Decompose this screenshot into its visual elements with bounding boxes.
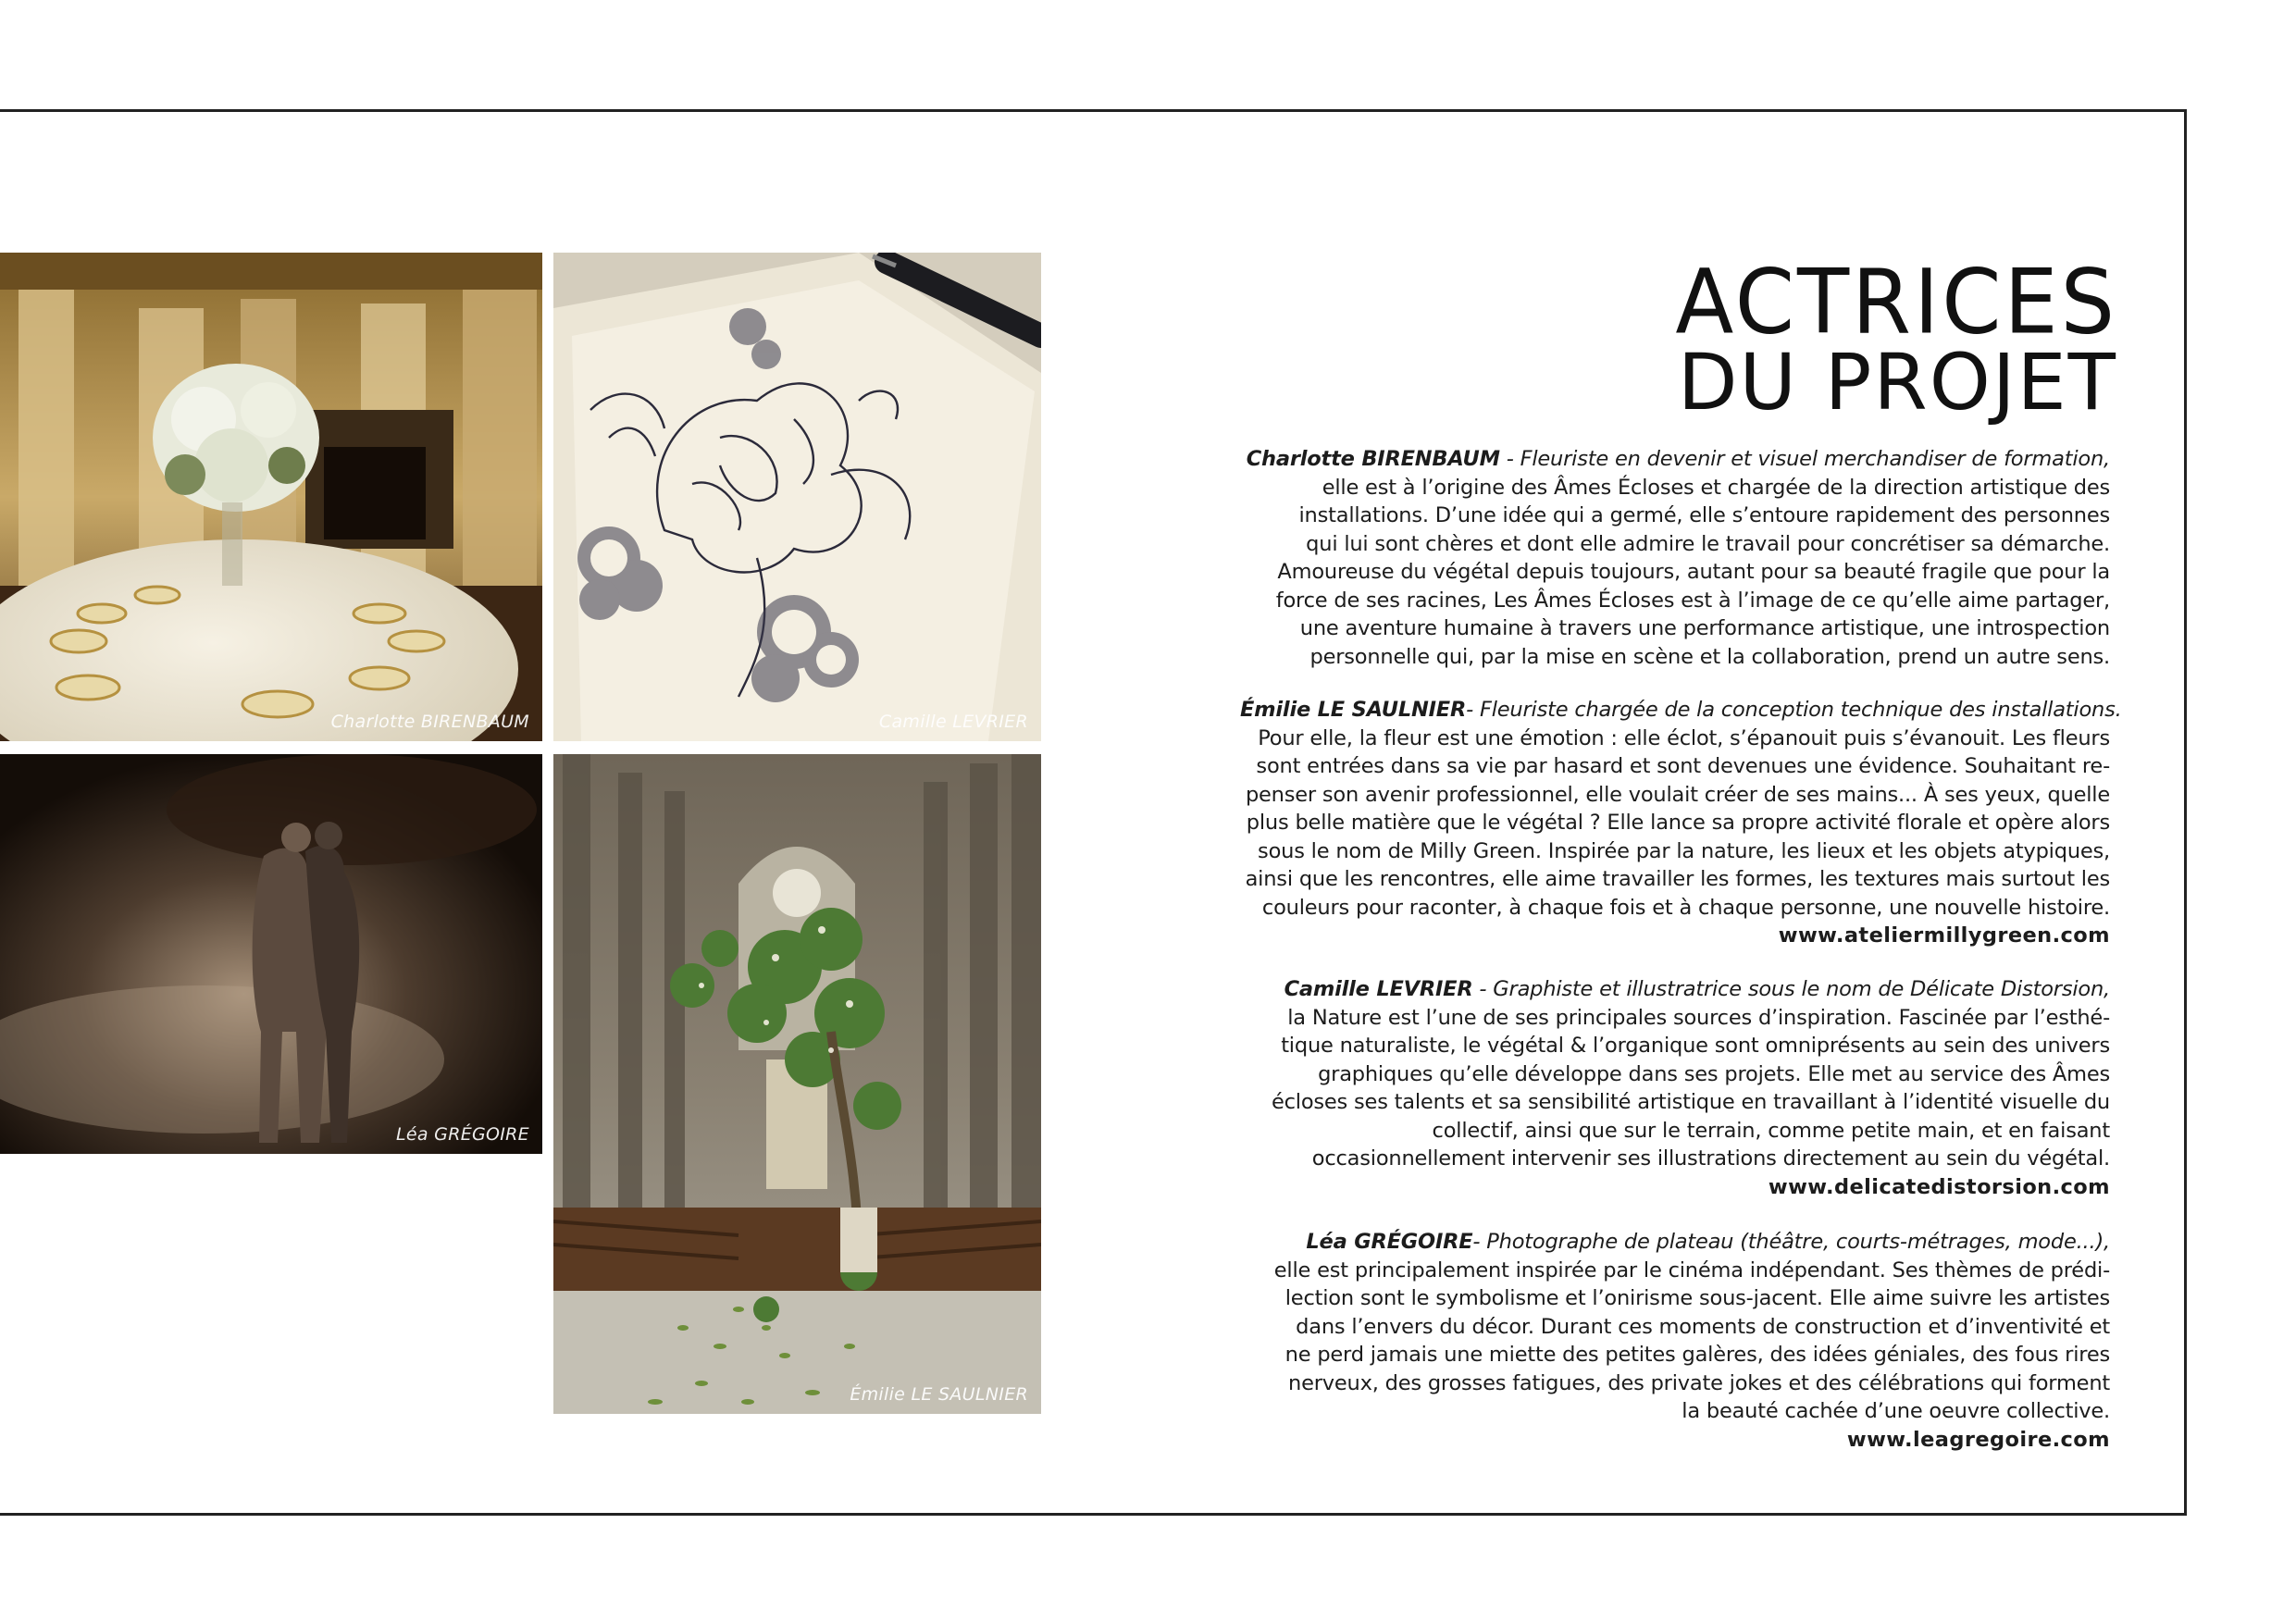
bio-line: plus belle matière que le végétal ? Elle lance sa propre activité florale et opère alors	[1246, 811, 2110, 835]
photo-banquet-room	[0, 253, 542, 741]
bio-role: - Graphiste et illustratrice sous le nom de Délicate Distorsion,	[1472, 977, 2110, 1001]
photo-credit: Camille LEVRIER	[878, 712, 1028, 732]
bio-line: personnelle qui, par la mise en scène et la collaboration, prend un autre sens.	[1309, 644, 2110, 669]
photo-church-installation	[553, 754, 1041, 1414]
bio-line: la Nature est l’une de ses principales sources d’inspiration. Fascinée par l’esthé-	[1287, 1005, 2110, 1030]
bio-name: Émilie LE SAULNIER	[1240, 698, 1467, 722]
bio-line: elle est principalement inspirée par le cinéma indépendant. Ses thèmes de prédi-	[1273, 1258, 2110, 1282]
bio-line: une aventure humaine à travers une performance artistique, une introspection	[1299, 616, 2110, 640]
website-link[interactable]: www.delicatedistorsion.com	[1768, 1174, 2110, 1199]
photo-illustration-sketch	[553, 253, 1041, 741]
bio-line: ainsi que les rencontres, elle aime travailler les formes, les textures mais surtout les	[1245, 867, 2110, 891]
page-title	[1675, 250, 2117, 428]
bio-lea	[1240, 1228, 2110, 1454]
bio-line: elle est à l’origine des Âmes Écloses et chargée de la direction artistique des	[1322, 475, 2110, 500]
bio-line: collectif, ainsi que sur le terrain, comme petite main, et en faisant	[1432, 1118, 2110, 1143]
bio-line: occasionnellement intervenir ses illustrations directement au sein du végétal.	[1311, 1146, 2110, 1171]
bio-line: force de ses racines, Les Âmes Écloses est à l’image de ce qu’elle aime partager,	[1275, 588, 2110, 613]
photo-embrace-scene	[0, 754, 542, 1154]
title-line-2: DU PROJET	[1677, 337, 2117, 428]
bio-emilie	[1240, 696, 2122, 950]
bio-charlotte	[1240, 445, 2110, 671]
bio-role: - Photographe de plateau (théâtre, courts-métrages, mode...),	[1472, 1230, 2110, 1254]
bio-line: qui lui sont chères et dont elle admire le travail pour concrétiser sa démarche.	[1306, 531, 2110, 556]
bio-line: couleurs pour raconter, à chaque fois et à chaque personne, une nouvelle histoire.	[1261, 895, 2110, 920]
bio-line: tique naturaliste, le végétal & l’organique sont omniprésents au sein des univers	[1281, 1034, 2110, 1058]
bio-line: écloses ses talents et sa sensibilité artistique en travaillant à l’identité visuelle du	[1271, 1090, 2110, 1114]
bio-name: Camille LEVRIER	[1284, 977, 1473, 1001]
website-link[interactable]: www.leagregoire.com	[1846, 1427, 2110, 1452]
bio-line: Pour elle, la fleur est une émotion : elle éclot, s’épanouit puis s’évanouit. Les fleurs	[1258, 725, 2110, 750]
bio-line: graphiques qu’elle développe dans ses projets. Elle met au service des Âmes	[1318, 1061, 2110, 1086]
bio-line: Amoureuse du végétal depuis toujours, autant pour sa beauté fragile que pour la	[1277, 560, 2110, 584]
bio-role: - Fleuriste en devenir et visuel merchandiser de formation,	[1499, 447, 2110, 471]
bio-line: dans l’envers du décor. Durant ces moments de construction et d’inventivité et	[1296, 1314, 2110, 1339]
bio-line: installations. D’une idée qui a germé, elle s’entoure rapidement des personnes	[1298, 503, 2110, 527]
bio-line: lection sont le symbolisme et l’onirisme sous-jacent. Elle aime suivre les artistes	[1285, 1286, 2110, 1310]
photo-credit: Léa GRÉGOIRE	[396, 1124, 529, 1145]
website-link[interactable]: www.ateliermillygreen.com	[1778, 923, 2110, 948]
bio-line: sont entrées dans sa vie par hasard et sont devenues une évidence. Souhaitant re-	[1256, 754, 2110, 778]
bio-line: la beauté cachée d’une oeuvre collective.	[1682, 1399, 2110, 1423]
title-line-1: ACTRICES	[1675, 250, 2117, 354]
bio-camille	[1240, 975, 2110, 1201]
bio-line: penser son avenir professionnel, elle voulait créer de ses mains... À ses yeux, quelle	[1245, 782, 2110, 807]
bio-line: nerveux, des grosses fatigues, des private jokes et des célébrations qui forment	[1288, 1370, 2110, 1395]
bio-name: Léa GRÉGOIRE	[1306, 1230, 1473, 1254]
photo-credit: Émilie LE SAULNIER	[850, 1384, 1028, 1405]
bio-line: ne perd jamais une miette des petites galères, des idées géniales, des fous rires	[1285, 1343, 2110, 1367]
bio-line: sous le nom de Milly Green. Inspirée par la nature, les lieux et les objets atypiques,	[1258, 838, 2110, 863]
bio-name: Charlotte BIRENBAUM	[1246, 447, 1500, 471]
bio-role: - Fleuriste chargée de la conception technique des installations.	[1466, 698, 2122, 722]
photo-credit: Charlotte BIRENBAUM	[330, 712, 529, 732]
